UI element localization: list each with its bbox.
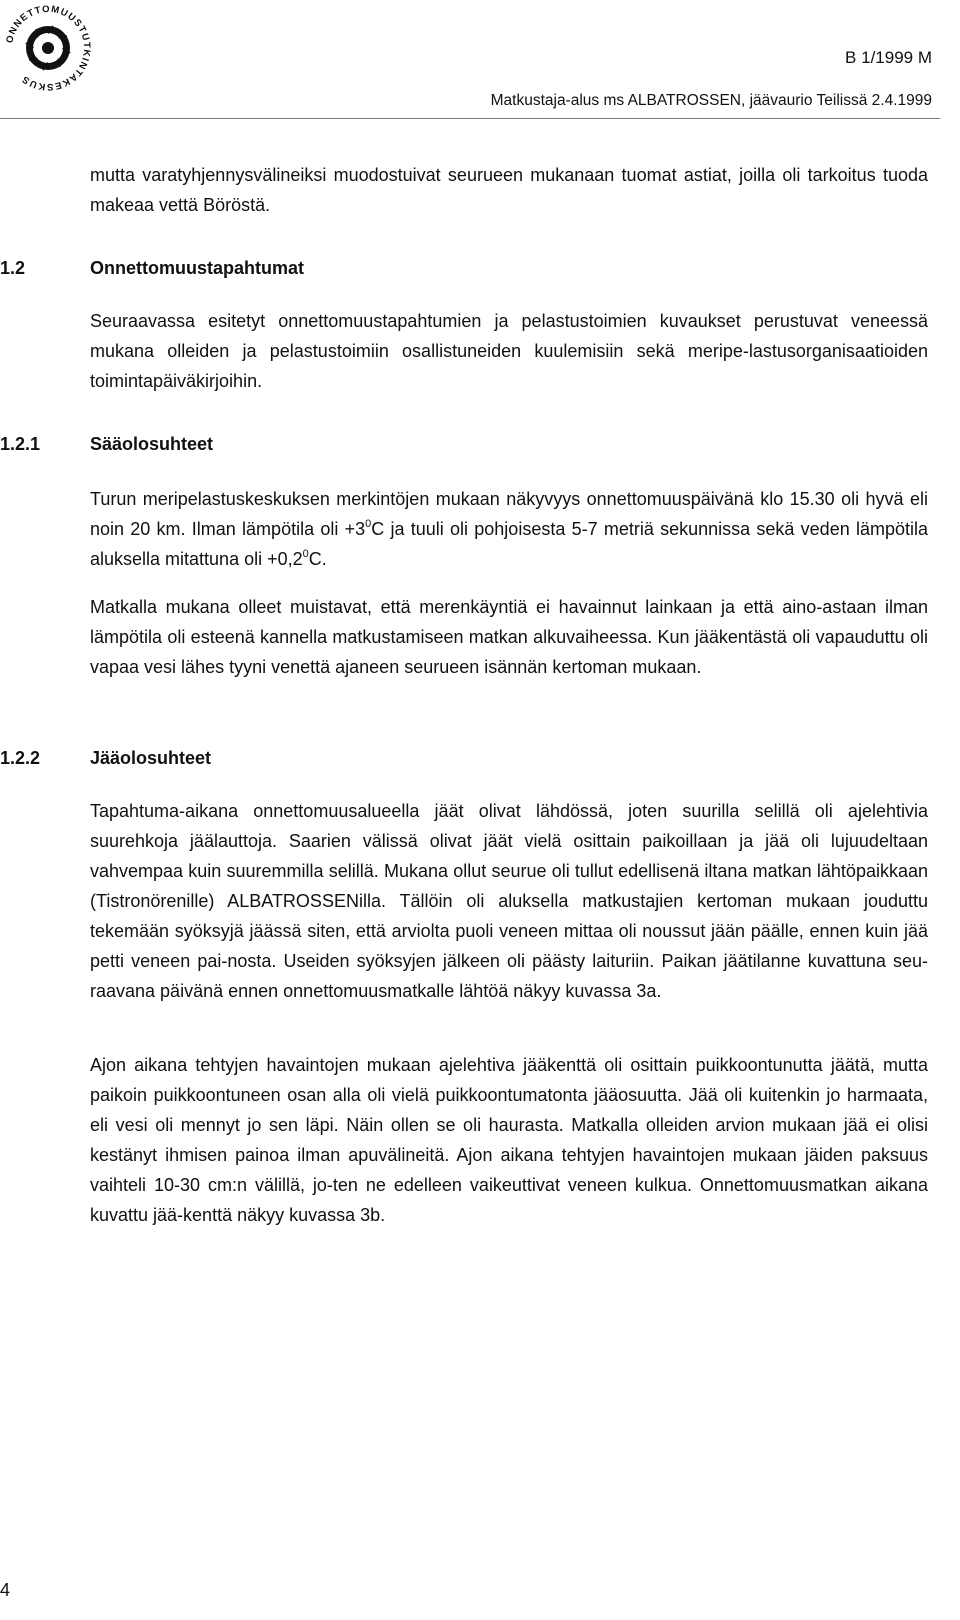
- sea-state-paragraph: Matkalla mukana olleet muistavat, että merenkäyntiä ei havainnut lainkaan ja että aino-astaan ilman lämpötila oli esteenä kannella matkustamiseen matkan alkuvaiheessa. Kun jääkentästä oli vapauduttu oli vapaa vesi lähes tyyni venettä ajaneen seurueen isännän kertoman mukaan.: [90, 597, 928, 677]
- organization-logo: [0, 0, 96, 96]
- intro-paragraph: mutta varatyhjennysvälineiksi muodostuivat seurueen mukanaan tuomat astiat, joilla oli tarkoitus tuoda makeaa vettä Böröstä.: [90, 165, 928, 215]
- subsection-number: 1.2.1: [0, 434, 41, 454]
- subsection-heading: Sääolosuhteet: [90, 434, 214, 454]
- ice-observations-paragraph: Ajon aikana tehtyjen havaintojen mukaan ajelehtiva jääkenttä oli osittain puikkoontunutta jäätä, mutta paikoin puikkoontuneen osan alla oli vielä puikkoontumatonta jääosuutta. Jää oli kuitenkin jo harmaata, eli vesi oli mennyt jo sen läpi. Näin ollen se oli haurasta. Matkalla olleiden arvion mukaan jää ei olisi kestänyt ihmisen painoa ilman apuvälineitä. Ajon aikana tehtyjen havaintojen mukaan jäiden paksuus vaihteli 10-30 cm:n välillä, jo-ten ne edelleen vaikeuttivat veneen kulkua. Onnettomuusmatkan aikana kuvattu jää-kenttä näkyy kuvassa 3b.: [90, 1055, 928, 1225]
- ice-conditions-paragraph: Tapahtuma-aikana onnettomuusalueella jäät olivat lähdössä, joten suurilla selillä oli ajelehtivia suurehkoja jäälauttoja. Saarien välissä olivat jäät vielä osittain paikoillaan ja jää oli lujuudeltaan vahvempaa kuin suuremmilla selillä. Mukana ollut seurue oli tullut edellisenä iltana matkan lähtöpaikkaan (Tistronörenille) ALBATROSSENilla. Tällöin oli aluksella matkustajien kertoman mukaan jouduttu tekemään syöksyjä jäässä siten, että arviolta puoli veneen mittaa oli noussut jään päälle, ennen kuin jää petti veneen pai-nosta. Useiden syöksyjen jälkeen oli päästy laituriin. Paikan jäätilanne kuvattuna seu-raavana päivänä ennen onnettomuusmatkalle lähtöä näkyy kuvassa 3a.: [90, 801, 928, 1001]
- header-divider: [0, 118, 940, 119]
- section-heading: Onnettomuustapahtumat: [90, 258, 304, 278]
- subsection-heading: Jääolosuhteet: [90, 748, 212, 768]
- page-number: 4: [0, 1580, 11, 1600]
- sun-spiral-emblem-icon: [0, 0, 96, 96]
- section-paragraph: Seuraavassa esitetyt onnettomuustapahtumien ja pelastustoimien kuvaukset perustuvat veneessä mukana olleiden ja pelastustoimiin osallistuneiden kuulemisiin sekä meripe-lastusorganisaatioiden toimintapäiväkirjoihin.: [90, 311, 928, 391]
- subsection-number: 1.2.2: [0, 748, 41, 768]
- weather-paragraph: Turun meripelastuskeskuksen merkintöjen mukaan näkyvyys onnettomuuspäivänä klo 15.30 oli hyvä eli noin 20 km. Ilman lämpötila oli $+3^0C$ ja tuuli oli pohjoisesta 5-7 metriä sekunnissa sekä veden lämpötila aluksella mitattuna oli $+0,2^0C$.: [90, 489, 928, 569]
- report-code: B 1/1999 M: [845, 48, 932, 67]
- section-number: 1.2: [0, 258, 26, 278]
- svg-text:ONNETTOMUUSTUTKINTAKESKUS: ONNETTOMUUSTUTKINTAKESKUS: [4, 3, 93, 93]
- report-title: Matkustaja-alus ms ALBATROSSEN, jäävaurio Teilissä 2.4.1999: [490, 92, 932, 109]
